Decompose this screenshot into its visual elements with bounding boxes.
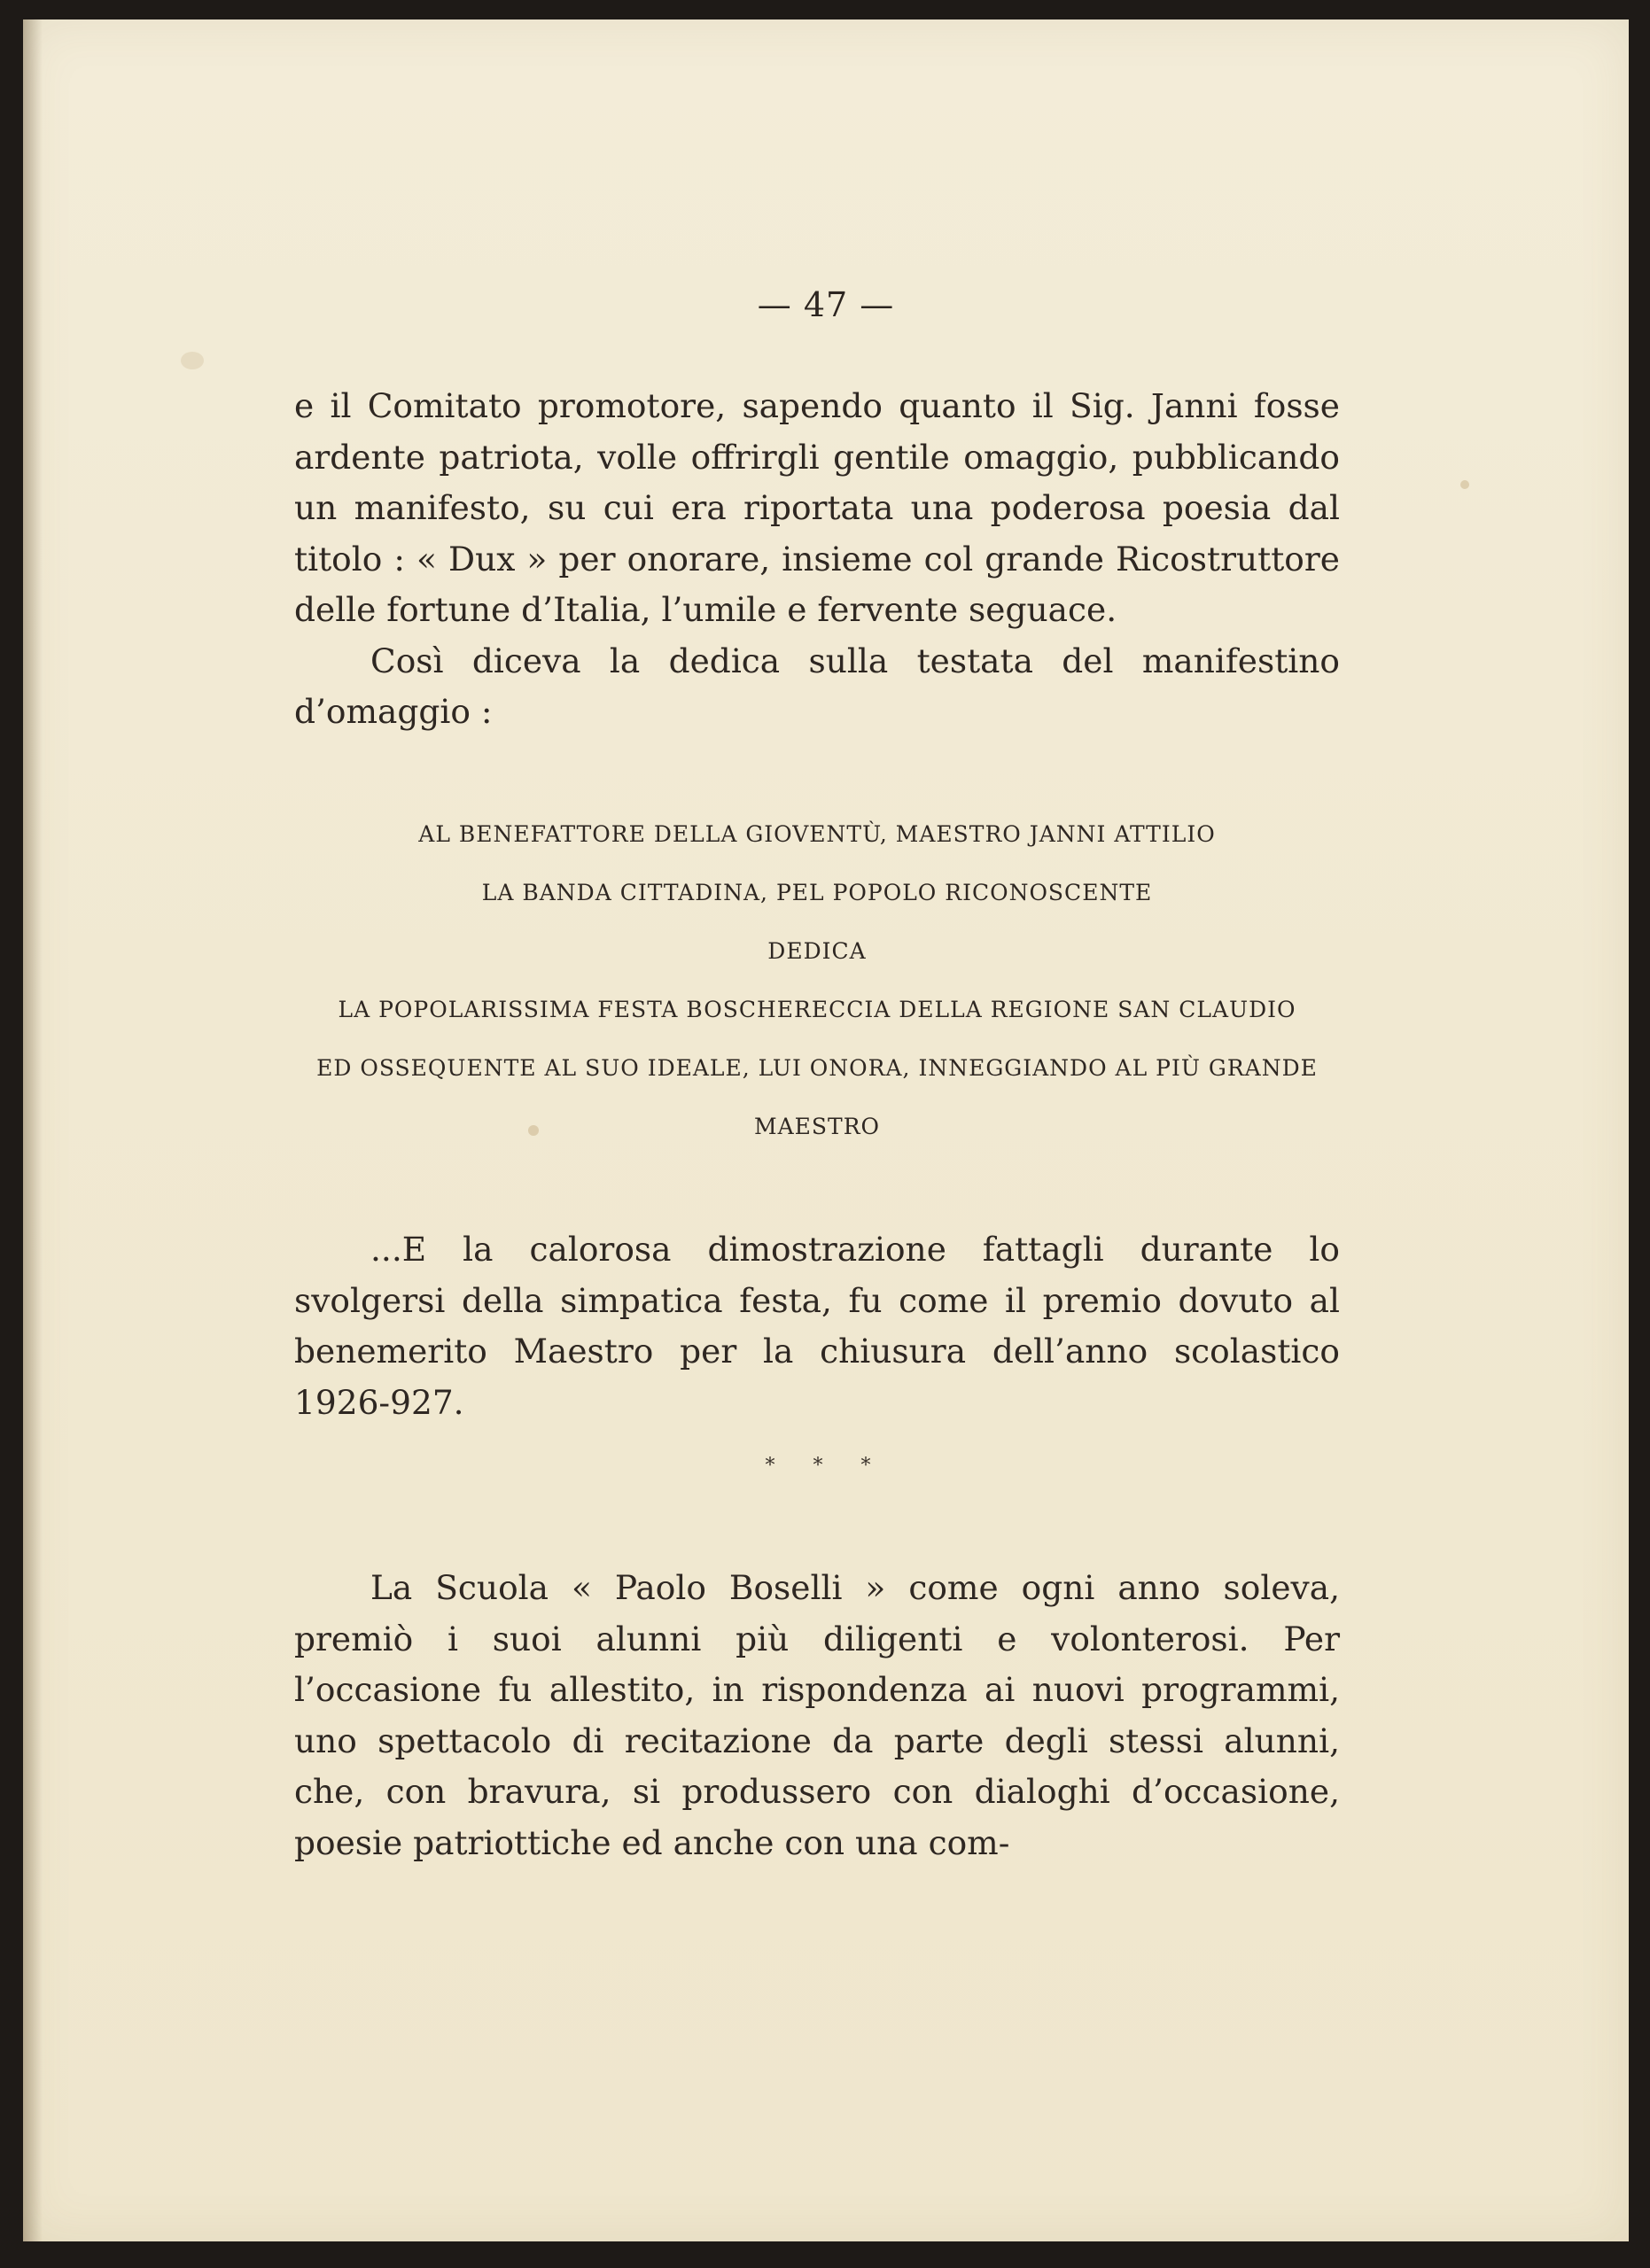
paragraph: La Scuola « Paolo Boselli » come ogni anno soleva, premiò i suoi alunni più diligenti e volonterosi. Per l’occasione fu allestito, in rispondenza ai nuovi programmi, uno spettacolo di recitazione da parte degli stessi alunni, che, con bravura, si produssero con dialoghi d’occasione, poesie patriottiche ed anche con una com-	[294, 1568, 1340, 1862]
text-block-bottom	[294, 1563, 1340, 1868]
text-block-top	[294, 381, 1340, 738]
dedication-line: LA BANDA CITTADINA, PEL POPOLO RICONOSCENTE	[481, 880, 1153, 905]
paper-speck	[181, 352, 204, 369]
paragraph: Così diceva la dedica sulla testata del manifestino d’omaggio :	[294, 641, 1340, 731]
dedication-block	[294, 805, 1340, 1156]
section-separator: * * *	[765, 1455, 887, 1477]
dedication-line: AL BENEFATTORE DELLA GIOVENTÙ, MAESTRO JANNI ATTILIO	[418, 821, 1216, 847]
paragraph: ...E la calorosa dimostrazione fattagli durante lo svolgersi della simpatica festa, fu come il premio dovuto al benemerito Maestro per la chiusura dell’anno scolastico 1926-927.	[294, 1230, 1340, 1422]
dedication-line: LA POPOLARISSIMA FESTA BOSCHERECCIA DELLA REGIONE SAN CLAUDIO	[338, 997, 1296, 1022]
dedication-line: MAESTRO	[753, 1114, 881, 1139]
paper-speck	[1460, 480, 1469, 489]
page-number: — 47 —	[757, 285, 895, 324]
paragraph: e il Comitato promotore, sapendo quanto il Sig. Janni fosse ardente patriota, volle offrirgli gentile omaggio, pubblicando un manifesto, su cui era riportata una poderosa poesia dal titolo : « Dux » per onorare, insieme col grande Ricostruttore delle fortune d’Italia, l’umile e fervente seguace.	[294, 386, 1340, 629]
dedication-line: ED OSSEQUENTE AL SUO IDEALE, LUI ONORA, INNEGGIANDO AL PIÙ GRANDE	[316, 1055, 1318, 1081]
book-page	[23, 19, 1629, 2241]
page-binding-shadow	[23, 19, 43, 2241]
dedication-line: DEDICA	[767, 938, 867, 964]
paper-speck	[528, 1125, 539, 1136]
text-block-middle	[294, 1224, 1340, 1428]
